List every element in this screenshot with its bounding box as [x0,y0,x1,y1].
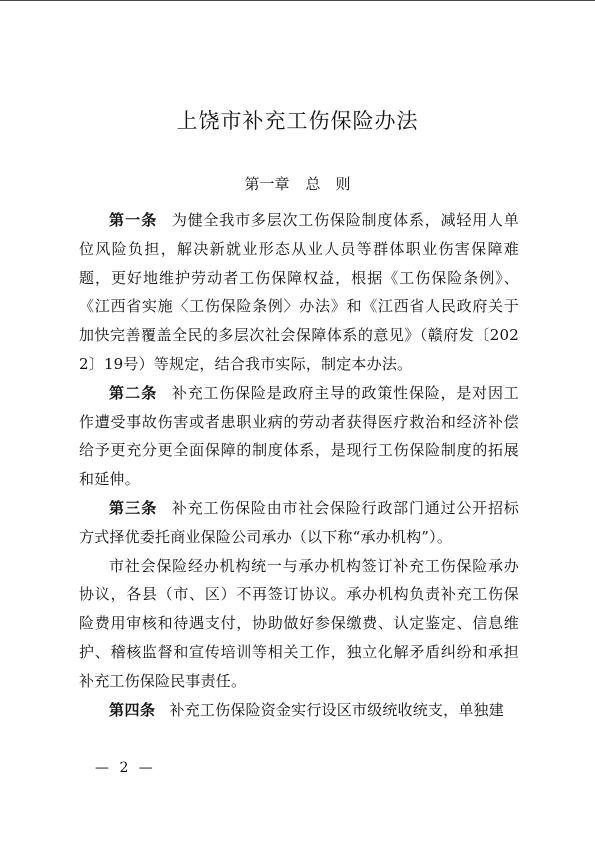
article-1 [79,206,519,379]
article-2 [79,379,519,494]
page-number: — 2 — [95,760,156,776]
article-4 [79,696,519,725]
document-title: 上饶市补充工伤保险办法 [176,109,419,133]
article-label: 第二条 [109,383,158,402]
chapter-heading [0,173,595,195]
top-border-line [0,0,595,1]
chapter-name: 总 则 [305,175,351,193]
article-text: 补充工伤保险是政府主导的政策性保险，是对因工作遭受事故伤害或者患职业病的劳动者获得医疗救治和经济补偿给予更充分更全面保障的制度体系，是现行工伤保险制度的拓展和延伸。 [79,383,519,489]
chapter-number: 第一章 [244,175,290,193]
article-label: 第一条 [109,211,158,229]
article-3-continuation [79,552,519,696]
article-label: 第三条 [109,498,158,517]
article-label: 第四条 [109,700,156,719]
document-body [79,206,519,724]
article-text: 为健全我市多层次工伤保险制度体系，减轻用人单位风险负担，解决新就业形态从业人员等群体职业伤害保障难题，更好地维护劳动者工伤保障权益，根据《工伤保险条例》、《江西省实施〈工伤保险条例〉办法》和《江西省人民政府关于加快完善覆盖全民的多层次社会保障体系的意见》（赣府发〔2022〕19号）等规定，结合我市实际，制定本办法。 [79,211,519,373]
article-text: 补充工伤保险由市社会保险行政部门通过公开招标方式择优委托商业保险公司承办（以下称“承办机构”）。 [79,498,519,546]
article-text: 补充工伤保险资金实行设区市级统收统支，单独建 [169,700,504,719]
paragraph-text: 市社会保险经办机构统一与承办机构签订补充工伤保险承办协议，各县（市、区）不再签订协议。承办机构负责补充工伤保险费用审核和待遇支付，协助做好参保缴费、认定鉴定、信息维护、稽核监督和宣传培训等相关工作，独立化解矛盾纠纷和承担补充工伤保险民事责任。 [79,556,519,690]
article-3 [79,494,519,552]
